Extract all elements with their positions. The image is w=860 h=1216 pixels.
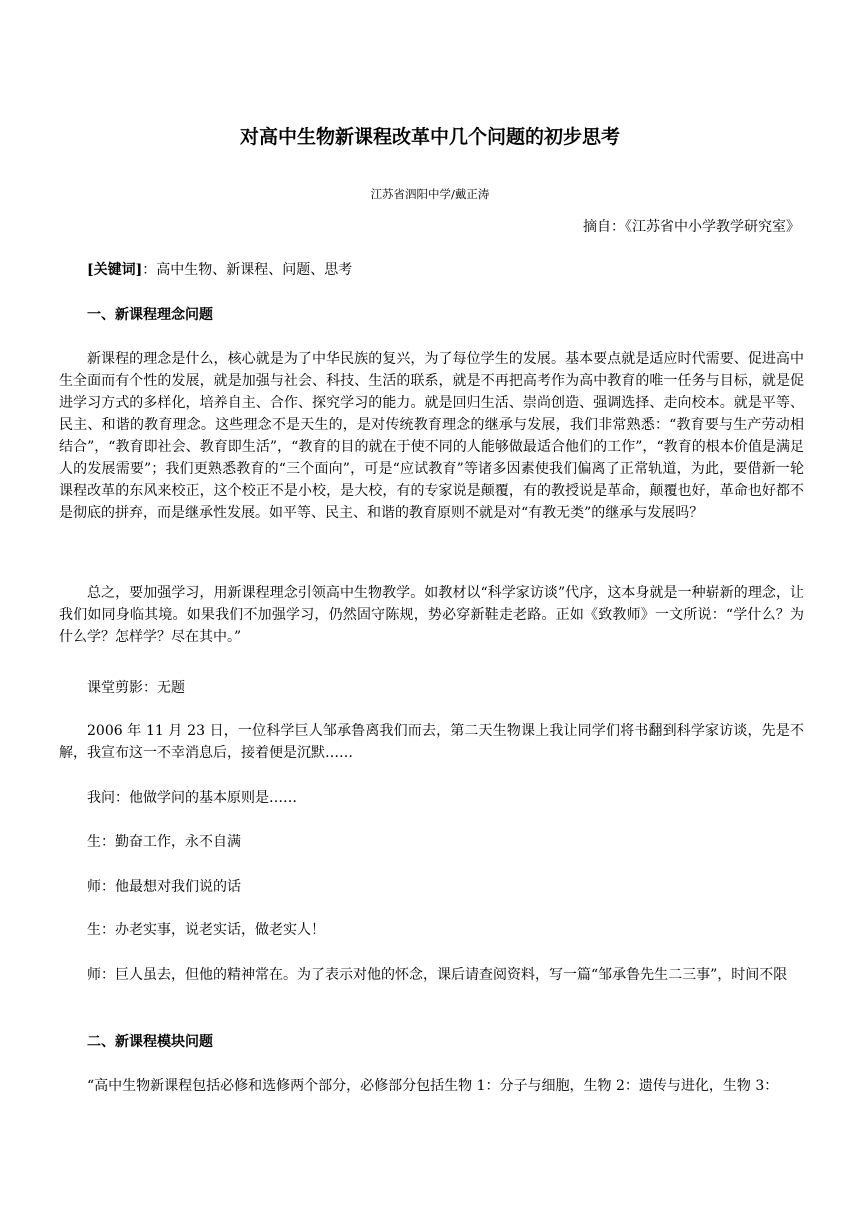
paragraph-7: 师：他最想对我们说的话 xyxy=(87,879,241,895)
document-title: 对高中生物新课程改革中几个问题的初步思考 xyxy=(239,126,620,148)
paragraph-4: 2006 年 11 月 23 日，一位科学巨人邹承鲁离我们而去，第二天生物课上我让同学们将书翻到科学家访谈，先是不解，我宣布这一不幸消息后，接着便是沉默…… xyxy=(59,723,804,761)
keywords-label: [关键词] xyxy=(87,262,143,278)
paragraph-6: 生：勤奋工作，永不自满 xyxy=(87,834,241,850)
paragraph-9: 师：巨人虽去，但他的精神常在。为了表示对他的怀念，课后请查阅资料，写一篇“邹承鲁先生二三事”，时间不限 xyxy=(87,967,788,983)
section1-heading: 一、新课程理念问题 xyxy=(87,307,213,323)
source-line: 摘自：《江苏省中小学教学研究室》 xyxy=(583,219,800,235)
paragraph-8: 生：办老实事，说老实话，做老实人！ xyxy=(87,922,325,938)
paragraph-3: 课堂剪影：无题 xyxy=(87,680,185,696)
paragraph-1: 新课程的理念是什么，核心就是为了中华民族的复兴，为了每位学生的发展。基本要点就是适应时代需要、促进高中生全面而有个性的发展，就是加强与社会、科技、生活的联系，就是不再把高考作为高中教育的唯一任务与目标，就是促进学习方式的多样化，培养自主、合作、探究学习的能力。就是回归生活、崇尚创造、强调选择、走向校本。就是平等、民主、和谐的教育理念。这些理念不是天生的，是对传统教育理念的继承与发展，我们非常熟悉：“教育要与生产劳动相结合”，“教育即社会、教育即生活”，“教育的目的就在于使不同的人能够做最适合他们的工作”，“教育的根本价值是满足人的发展需要”；我们更熟悉教育的“三个面向”，可是“应试教育”等诸多因素使我们偏离了正常轨道，为此，要借新一轮课程改革的东风来校正，这个校正不是小校，是大校，有的专家说是颠覆，有的教授说是革命，颠覆也好，革命也好都不是彻底的拼弃，而是继承性发展。如平等、民主、和谐的教育原则不就是对“有教无类”的继承与发展吗？ xyxy=(59,351,804,521)
author-line: 江苏省泗阳中学/戴正涛 xyxy=(370,187,490,201)
paragraph-5: 我问：他做学问的基本原则是…… xyxy=(87,790,297,806)
section2-heading: 二、新课程模块问题 xyxy=(87,1034,213,1050)
paragraph-2: 总之，要加强学习，用新课程理念引领高中生物教学。如教材以“科学家访谈”代序，这本身就是一种崭新的理念，让我们如同身临其境。如果我们不加强学习，仍然固守陈规，势必穿新鞋走老路。正如《致教师》一文所说：“学什么？为什么学？怎样学？尽在其中。” xyxy=(59,585,804,645)
keywords-line xyxy=(59,259,804,281)
paragraph-10: “高中生物新课程包括必修和选修两个部分，必修部分包括生物 1：分子与细胞，生物 2：遗传与进化，生物 3： xyxy=(87,1078,779,1094)
keywords-text: ：高中生物、新课程、问题、思考 xyxy=(142,262,353,278)
